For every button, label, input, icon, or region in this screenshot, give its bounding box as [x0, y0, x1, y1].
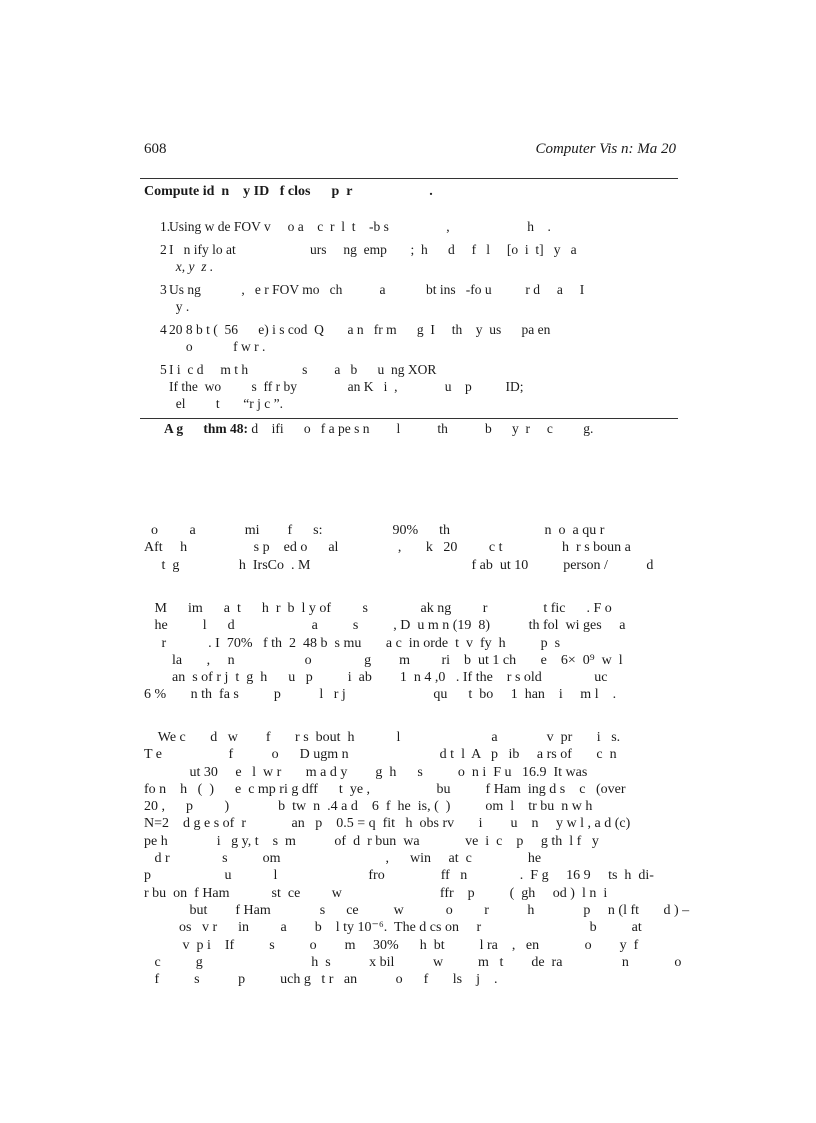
step-number: 3: [160, 282, 167, 297]
step-line: Using w de FOV v o a c r l t -b s , h .: [169, 219, 551, 234]
text-line: p u l fro ff n . F g 16 9 ts h di-: [144, 868, 654, 884]
algorithm-step: [140, 218, 678, 235]
text-line: pe h i g y, t s m of d r bun wa ve i c p g th l f y: [144, 833, 599, 849]
algorithm-title: Compute id n y ID f clos p r .: [144, 184, 433, 199]
step-number: 2: [160, 242, 167, 257]
step-line: If the wo s ff r by an K i , u p ID;: [169, 379, 524, 394]
text-line: M im a t h r b l y of s ak ng r t fic . F o: [144, 601, 612, 616]
step-line: o f w r .: [169, 339, 266, 354]
text-line: fo n h ( ) e c mp ri g dff t ye , bu f Ham ing d s c (over: [144, 781, 626, 797]
step-number: 1.: [160, 219, 171, 234]
text-line: N=2 d g e s of r an p 0.5 = q fit h obs rv i u n y w l , a d (c): [144, 816, 631, 832]
page-number: 608: [144, 141, 167, 157]
paragraph-1: [144, 522, 672, 574]
step-line: el t “r j c ”.: [169, 396, 283, 411]
algorithm-step: [140, 361, 678, 412]
text-line: 6 % n th fa s p l r j qu t bo 1 han i m l .: [144, 687, 617, 703]
text-line: We c d w f r s bout h l a v pr i s.: [144, 730, 621, 745]
algorithm-step: [140, 241, 678, 275]
step-line: I n ify lo at urs ng emp ; h d f l [o i t] y a: [169, 242, 577, 257]
text-line: ut 30 e l w r m a d y g h s o n i F u 16.9 It was: [144, 764, 588, 780]
running-title: Computer Vis n: Ma 20: [535, 141, 676, 157]
text-line: 20 , p ) b tw n .4 a d 6 f he is, ( ) om l tr bu n w h: [144, 799, 593, 815]
caption-text: d ifi o f a pe s n l th b y r c g.: [248, 421, 594, 436]
text-line: r . I 70% f th 2 48 b s mu a c in orde t v fy h p s: [144, 635, 561, 651]
text-line: os v r in a b l ty 10⁻⁶. The d cs on r b at: [144, 920, 642, 936]
text-line: but f Ham s ce w o r h p n (l ft d ) –: [144, 902, 690, 918]
step-number: 5: [160, 362, 167, 377]
text-line: he l d a s , D u m n (19 8) th fol wi ges a: [144, 618, 626, 634]
algorithm-step: [140, 281, 678, 315]
text-line: c g h s x bil w m t de ra n o: [144, 954, 682, 970]
step-line: I i c d m t h s a b u ng XOR: [169, 362, 437, 377]
text-line: t g h IrsCo . M f ab ut 10 person / d: [144, 557, 654, 573]
step-line: x, y z .: [169, 259, 214, 274]
step-line: 20 8 b t ( 56 e) i s cod Q a n fr m g I th y us pa en: [169, 322, 551, 337]
algorithm-caption: [140, 419, 678, 439]
text-line: la , n o g m ri b ut 1 ch e 6× 0⁹ w l: [144, 652, 623, 668]
text-line: v p i If s o m 30% h bt l ra , en o y f: [144, 937, 639, 953]
page-header: [144, 141, 676, 161]
caption-label: A g thm 48:: [164, 421, 248, 436]
step-line: y .: [169, 299, 190, 314]
text-line: r bu on f Ham st ce w ffr p ( gh od ) l n i: [144, 885, 608, 901]
text-line: T e f o D ugm n d t l A p ib a rs of c n: [144, 747, 617, 763]
text-line: Aft h s p ed o al , k 20 c t h r s boun a: [144, 540, 631, 556]
step-number: 4: [160, 322, 167, 337]
paragraph-3: [144, 729, 690, 988]
text-line: d r s om , win at c he: [144, 851, 542, 867]
algorithm-steps: [140, 218, 678, 412]
paragraph-2: [144, 600, 672, 704]
text-line: o a mi f s: 90% th n o a qu r: [144, 523, 605, 538]
algorithm-box: [140, 178, 678, 439]
text-line: f s p uch g t r an o f ls j .: [144, 972, 498, 988]
step-line: Us ng , e r FOV mo ch a bt ins -fo u r d a I: [169, 282, 585, 297]
algorithm-step: [140, 321, 678, 355]
text-line: an s of r j t g h u p i ab 1 n 4 ,0 . If the r s old uc: [144, 670, 608, 686]
